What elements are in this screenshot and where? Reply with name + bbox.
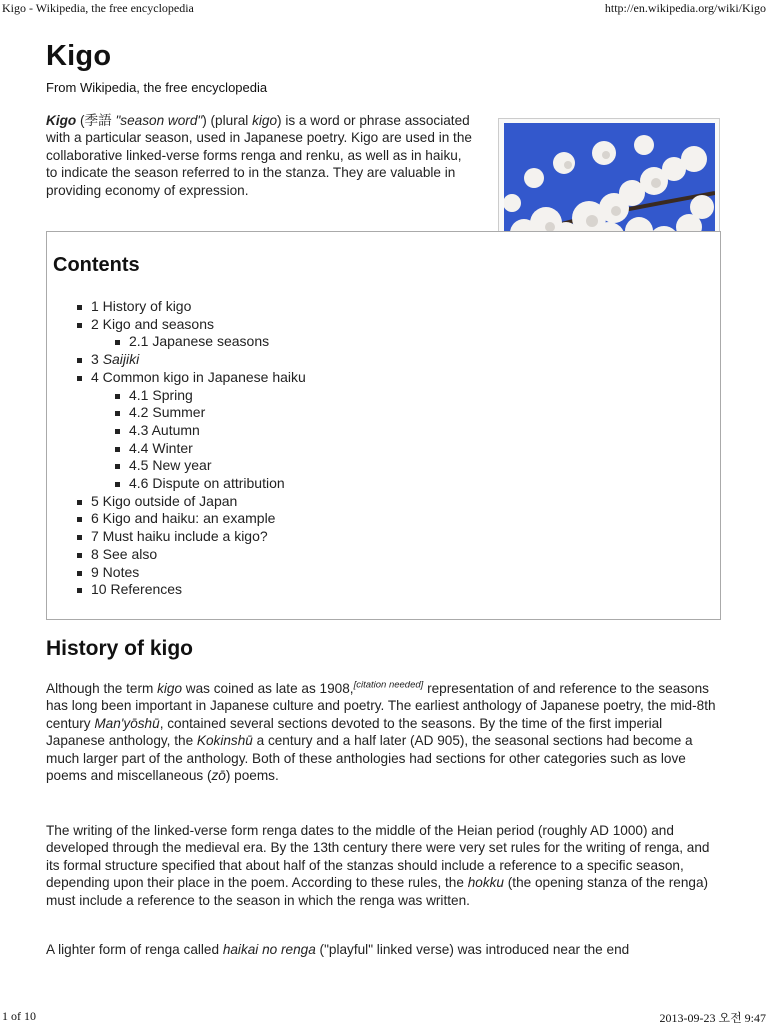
toc-item-must-haiku[interactable]: 7 Must haiku include a kigo?: [75, 528, 306, 546]
header-url[interactable]: http://en.wikipedia.org/wiki/Kigo: [604, 1, 766, 15]
citation-needed-link[interactable]: [354, 679, 424, 690]
paragraph-text: The writing of the linked-verse form renga dates to the middle of the Heian period (roughly AD 1000) and developed through the medieval era. By the 13th century there were very set rules for the writing of renga, and its formal structure specified that about half of the stanzas should include a reference to a specific season, depending upon their place in the poem. According to these rules, the: [46, 823, 710, 891]
toc-item-see-also[interactable]: 8 See also: [75, 546, 306, 564]
intro-text: (季語: [76, 113, 116, 128]
citation-needed-text: [citation needed]: [353, 679, 424, 691]
term-hokku: hokku: [467, 875, 504, 891]
toc-item-japanese-seasons[interactable]: 2.1 Japanese seasons: [113, 333, 306, 351]
intro-plural: kigo: [252, 113, 278, 128]
paragraph-text: a century and a half later (AD 905), the seasonal sections had become a much larger part of the anthology. Both of these anthologies had sections for other categories such as love poems and miscellaneous (: [46, 733, 693, 784]
print-footer: [0, 1008, 768, 1024]
term-manyoshu: Man'yōshū: [94, 715, 160, 731]
toc-item-common-kigo[interactable]: 4 Common kigo in Japanese haiku: [75, 369, 306, 387]
paragraph-text: (the opening stanza of the renga) must include a reference to the season in which the renga was written.: [46, 875, 709, 908]
article-title: Kigo: [46, 40, 112, 72]
toc-item-label: Saijiki: [102, 351, 140, 368]
toc-item-new-year[interactable]: 4.5 New year: [113, 457, 306, 475]
footer-page-count: 1 of 10: [2, 1009, 36, 1023]
history-paragraph-2: [46, 822, 722, 909]
toc-item-spring[interactable]: 4.1 Spring: [113, 387, 306, 405]
paragraph-text: ) poems.: [225, 768, 279, 784]
header-page-title: Kigo - Wikipedia, the free encyclopedia: [2, 1, 194, 15]
paragraph-text: , contained several sections devoted to the seasons. By the time of the first imperial Japanese anthology, the: [46, 715, 663, 749]
toc-item-references[interactable]: 10 References: [75, 581, 306, 599]
intro-paragraph: [46, 112, 474, 199]
intro-text: ) (plural: [202, 113, 253, 128]
term-haikai-no-renga: haikai no renga: [222, 942, 316, 957]
toc-item-winter[interactable]: 4.4 Winter: [113, 440, 306, 458]
paragraph-text: was coined as late as 1908,: [182, 681, 354, 696]
paragraph-text: representation of and reference to the seasons has long been important in Japanese culture and poetry. The earliest anthology of Japanese poetry, the mid-8th century: [46, 681, 716, 731]
paragraph-text: ("playful" linked verse) was introduced near the end: [315, 942, 630, 957]
paragraph-text: A lighter form of renga called: [46, 942, 223, 957]
toc-item-outside-japan[interactable]: 5 Kigo outside of Japan: [75, 493, 306, 511]
table-of-contents: [46, 231, 721, 620]
term-kigo: kigo: [157, 681, 183, 696]
toc-item-summer[interactable]: 4.2 Summer: [113, 404, 306, 422]
toc-item-number: 3: [91, 351, 103, 368]
toc-item-haiku-example[interactable]: 6 Kigo and haiku: an example: [75, 510, 306, 528]
toc-item-saijiki[interactable]: [75, 351, 306, 369]
term-zo: zō: [211, 768, 226, 784]
intro-term: Kigo: [46, 113, 77, 128]
toc-item-kigo-and-seasons[interactable]: 2 Kigo and seasons: [75, 316, 306, 334]
footer-datetime: 2013-09-23 오전 9:47: [659, 1011, 766, 1025]
section-heading-history: History of kigo: [46, 637, 194, 660]
paragraph-text: Although the term: [46, 681, 158, 696]
term-kokinshu: Kokinshū: [196, 733, 253, 749]
article-subtitle: From Wikipedia, the free encyclopedia: [46, 80, 268, 95]
toc-item-history[interactable]: 1 History of kigo: [75, 298, 306, 316]
print-header: [0, 0, 768, 16]
history-paragraph-3: [46, 941, 722, 958]
history-paragraph-1: [46, 680, 722, 784]
toc-item-autumn[interactable]: 4.3 Autumn: [113, 422, 306, 440]
toc-list: [75, 298, 306, 599]
toc-item-dispute[interactable]: 4.6 Dispute on attribution: [113, 475, 306, 493]
toc-item-notes[interactable]: 9 Notes: [75, 564, 306, 582]
intro-text: ) is a word or phrase associated with a particular season, used in Japanese poetry. Kigo are used in the collaborative linked-verse forms renga and renku, as well as in haiku, to indicate the season referred to in the stanza. They are valuable in providing economy of expression.: [46, 113, 472, 198]
intro-gloss: "season word": [115, 113, 203, 128]
toc-title: Contents: [53, 254, 140, 276]
